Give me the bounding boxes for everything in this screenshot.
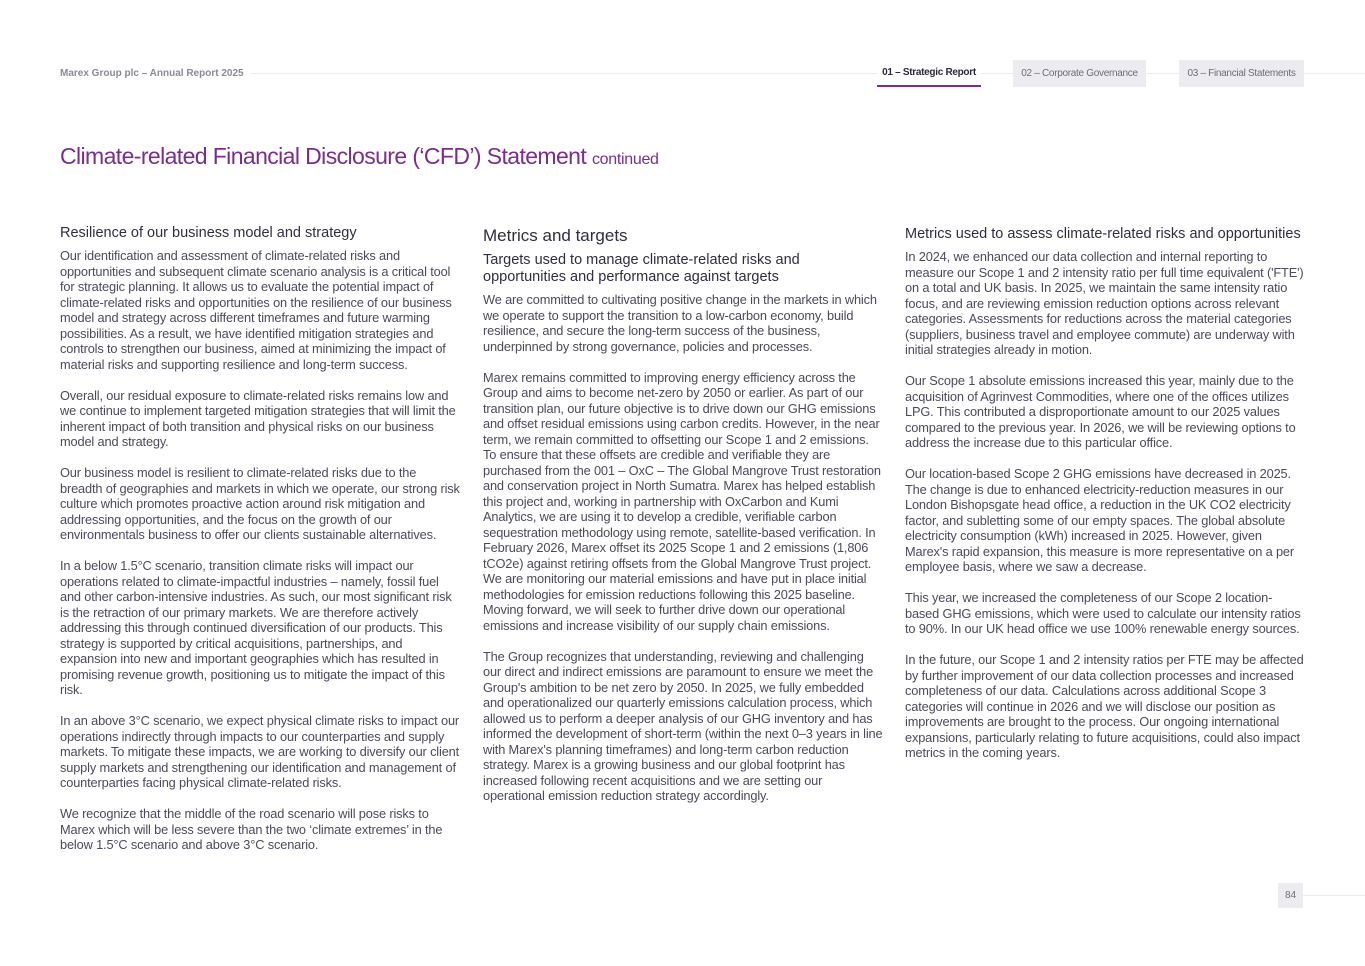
tab-financial-statements[interactable]: 03 – Financial Statements [1179,60,1304,87]
paragraph: In 2024, we enhanced our data collection and internal reporting to measure our Scope 1 and 2 intensity ratio per full time equivalent ('FTE') on a total and UK basis. In 2025, we maintain the same intensity ratio focus, and are reviewing emission reduction options across relevant categories. Assessments for reductions across the material categories (suppliers, business travel and employee commute) are underway with initial strategies already in motion. [905,249,1304,357]
paragraph: Overall, our residual exposure to climate-related risks remains low and we continue to implement targeted mitigation strategies that will limit the inherent impact of both transition and physical risks on our business model and strategy. [60,387,456,449]
page-number: 84 [1278,883,1303,908]
footer-divider [1303,895,1365,896]
report-title: Marex Group plc – Annual Report 2025 [60,68,244,79]
column-metrics-assess [905,225,1305,776]
paragraph: Marex remains committed to improving energy efficiency across the Group and aims to become net-zero by 2050 or earlier. As part of our transition plan, our future objective is to drive down our GHG emissions and offset residual emissions using carbon credits. However, in the near term, we remain committed to offsetting our Scope 1 and 2 emissions. To ensure that these offsets are credible and verifiable they are purchased from the 001 – OxC – The Global Mangrove Trust restoration and conservation project in North Sumatra. Marex has helped establish this project and, working in partnership with OxCarbon and Kumi Analytics, we are using it to develop a credible, verifiable carbon sequestration methodology using remote, satellite-based verification. In February 2026, Marex offset its 2025 Scope 1 and 2 emissions (1,806 tCO2e) against retiring offsets from the Global Mangrove Trust project. We are monitoring our material emissions and have put in place initial methodologies for emission reductions following this 2025 baseline. Moving forward, we will seek to further drive down our operational emissions and increase visibility of our supply chain emissions. [483,369,881,633]
column-resilience [60,225,460,868]
page-title-suffix: continued [591,151,659,168]
paragraph: Our location-based Scope 2 GHG emissions have decreased in 2025. The change is due to enhanced electricity-reduction measures in our London Bishopsgate head office, a reduction in the UK CO2 electricity factor, and subletting some of our empty spaces. The global absolute electricity consumption (kWh) increased in 2025. However, given Marex's rapid expansion, this measure is more representative on a per employee basis, where we saw a decrease. [905,466,1294,574]
paragraph: This year, we increased the completeness of our Scope 2 location-based GHG emissions, which were used to calculate our intensity ratios to 90%. In our UK head office we use 100% renewable energy sources. [905,590,1301,636]
page-title-text: Climate-related Financial Disclosure (‘CFD’) Statement [60,143,587,169]
section-heading: Metrics and targets [483,226,628,245]
paragraph: In a below 1.5°C scenario, transition climate risks will impact our operations related to climate-impactful industries – namely, fossil fuel and other carbon-intensive industries. As such, our most significant risk is the retraction of our primary markets. We are therefore actively addressing this through continued diversification of our products. This strategy is supported by critical acquisitions, partnerships, and expansion into new and important geographies which has resulted in promising revenue growth, positioning us to mitigate the impact of this risk. [60,558,452,697]
column-metrics-targets [483,225,883,819]
paragraph: Our Scope 1 absolute emissions increased this year, mainly due to the acquisition of Agrinvest Commodities, where one of the offices utilizes LPG. This contributed a disproportionate amount to our 2025 values compared to the previous year. In 2026, we will be reviewing options to address the increase due to this particular office. [905,373,1296,450]
paragraph: In the future, our Scope 1 and 2 intensity ratios per FTE may be affected by further improvement of our data collection processes and increased completeness of our data. Calculations across additional Scope 3 categories will continue in 2026 and we will disclose our position as improvements are brought to the process. Our ongoing international expansions, particularly relating to future acquisitions, could also impact metrics in the coming years. [905,652,1304,760]
tab-strategic-report[interactable]: 01 – Strategic Report [877,60,981,87]
page-title [60,143,659,170]
subsection-heading: Targets used to manage climate-related risks and opportunities and performance against targets [483,252,800,285]
section-heading: Metrics used to assess climate-related risks and opportunities [905,226,1301,242]
section-heading: Resilience of our business model and strategy [60,225,357,241]
tab-corporate-governance[interactable]: 02 – Corporate Governance [1013,60,1146,87]
paragraph: In an above 3°C scenario, we expect physical climate risks to impact our operations indirectly through impacts to our counterparties and supply markets. To mitigate these impacts, we are working to diversify our client supply markets and strengthening our identification and management of counterparties facing physical climate-related risks. [60,713,460,790]
paragraph: Our identification and assessment of climate-related risks and opportunities and subsequent climate scenario analysis is a critical tool for strategic planning. It allows us to evaluate the potential impact of climate-related risks and opportunities on the resilience of our business model and strategy across different timeframes and future warming possibilities. As a result, we have identified mitigation strategies and controls to strengthen our business, aimed at minimizing the impact of material risks and supporting resilience and long-term success. [60,248,452,372]
paragraph: We are committed to cultivating positive change in the markets in which we operate to support the transition to a low-carbon economy, build resilience, and secure the long-term success of the business, underpinned by strong governance, policies and processes. [483,292,877,354]
paragraph: Our business model is resilient to climate-related risks due to the breadth of geographies and markets in which we operate, our strong risk culture which promotes proactive action around risk mitigation and addressing opportunities, and the focus on the growth of our environmentals business to offer our clients sustainable alternatives. [60,465,460,542]
paragraph: The Group recognizes that understanding, reviewing and challenging our direct and indirect emissions are paramount to ensure we meet the Group's ambition to be net zero by 2050. In 2025, we fully embedded and operationalized our quarterly emissions calculation process, which allowed us to perform a deeper analysis of our GHG inventory and has informed the development of short-term (within the next 0–3 years in line with Marex's planning timeframes) and long-term carbon reduction strategy. Marex is a growing business and our global footprint has increased following recent acquisitions and we are setting our operational emission reduction strategy accordingly. [483,648,883,803]
paragraph: We recognize that the middle of the road scenario will pose risks to Marex which will be less severe than the two ‘climate extremes’ in the below 1.5°C scenario and above 3°C scenario. [60,806,443,852]
